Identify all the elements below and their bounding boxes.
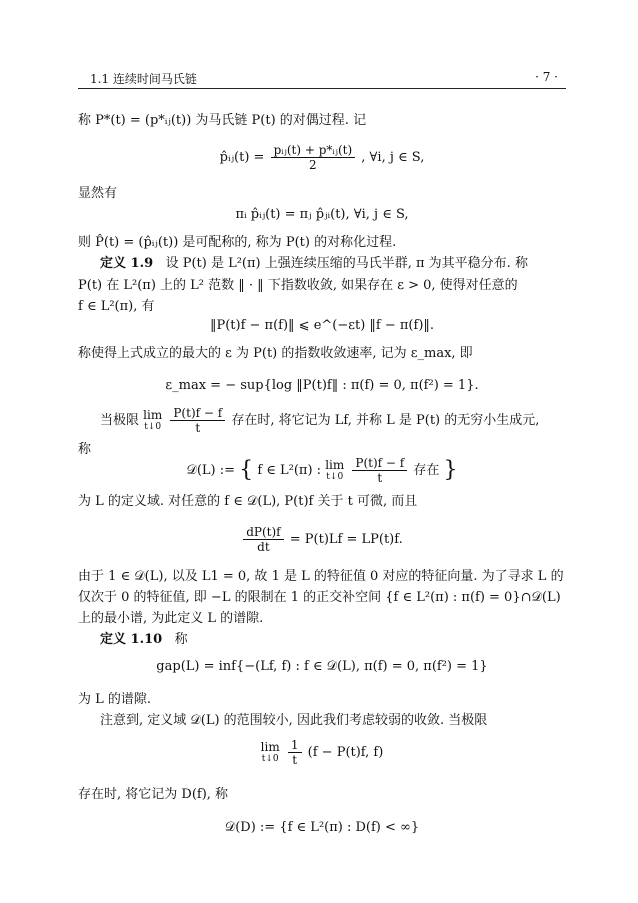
equation-epsilon-max: ε_max = − sup{log ‖P(t)f‖ : π(f) = 0, π(f²) = 1}. [165, 378, 479, 393]
definition-1-9-line-1 [78, 256, 588, 272]
text-line-spectrum: 上的最小谱, 为此定义 L 的谱隙. [78, 611, 264, 626]
eq8-rhs: (f − P(t)f, f) [307, 745, 384, 760]
eq1-numerator: pᵢⱼ(t) + p*ᵢⱼ(t) [273, 143, 353, 157]
definition-1-9-line-3: f ∈ L²(π), 有 [78, 299, 155, 314]
definition-1-10-label: 定义 1.10 [100, 632, 163, 647]
limit-word: lim [143, 408, 163, 422]
eq6-denominator: dt [243, 539, 283, 554]
eq6-numerator: dP(t)f [246, 525, 281, 539]
eq5-lhs: 𝒟(L) := [186, 463, 236, 478]
text-line-obviously: 显然有 [78, 186, 118, 201]
text-line-generator [78, 406, 588, 435]
eq1-lhs: p̂ᵢⱼ(t) = [219, 150, 265, 165]
eq8-numerator: 1 [290, 738, 299, 752]
header-section-title: 1.1 连续时间马氏链 [90, 72, 197, 86]
equation-spectral-gap: gap(L) = inf{−(Lf, f) : f ∈ 𝒟(L), π(f) = 0, π(f²) = 1} [156, 659, 488, 674]
equation-reversibility: πᵢ p̂ᵢⱼ(t) = πⱼ p̂ⱼᵢ(t), ∀i, j ∈ S, [235, 207, 409, 222]
definition-1-10-text: 称 [174, 632, 188, 647]
definition-1-9-line-2: P(t) 在 L²(π) 上的 L² 范数 ‖ · ‖ 下指数收敛, 如果存在 ε > 0, 使得对任意的 [78, 278, 518, 293]
eq5-limit-operator [325, 459, 344, 482]
definition-1-9-label: 定义 1.9 [100, 256, 154, 271]
eq8-limit-subscript: t↓0 [261, 754, 279, 764]
eq8-limit-word: lim [260, 740, 280, 754]
eq5-fraction [352, 456, 407, 485]
text-line-spectral-gap: 为 L 的谱隙. [78, 692, 152, 707]
text-line-domain: 为 L 的定义域. 对任意的 f ∈ 𝒟(L), P(t)f 关于 t 可微, 而且 [78, 494, 418, 509]
eq1-rhs: , ∀i, j ∈ S, [361, 150, 425, 165]
text-line-dirichlet-form: 存在时, 将它记为 D(f), 称 [78, 787, 229, 802]
right-brace: } [443, 457, 458, 483]
definition-1-10 [78, 632, 588, 648]
equation-derivative [78, 525, 566, 554]
header-page-number: · 7 · [535, 70, 558, 84]
equation-dirichlet-limit [78, 738, 566, 767]
text-line-dual-process: 称 P*(t) = (p*ᵢⱼ(t)) 为马氏链 P(t) 的对偶过程. 记 [78, 113, 367, 128]
eq5-limit-subscript: t↓0 [326, 472, 344, 482]
definition-1-9-text-1: 设 P(t) 是 L²(π) 上强连续压缩的马氏半群, π 为其平稳分布. 称 [165, 256, 528, 271]
eq8-limit-operator [261, 741, 280, 764]
eq5-set: f ∈ L²(π) : [257, 463, 322, 478]
generator-numerator: P(t)f − f [173, 406, 223, 420]
eq8-fraction [288, 738, 302, 767]
eq5-limit-word: lim [325, 458, 345, 472]
eq5-denominator: t [352, 470, 407, 485]
text-line-eigenvector: 由于 1 ∈ 𝒟(L), 以及 L1 = 0, 故 1 是 L 的特征值 0 对应的特征向量. 为了寻求 L 的 [78, 569, 564, 584]
eq8-denominator: t [288, 752, 302, 767]
left-brace: { [239, 457, 254, 483]
text-line-cheng: 称 [78, 442, 92, 457]
eq6-rhs: = P(t)Lf = LP(t)f. [289, 532, 403, 547]
generator-text-a: 当极限 [100, 413, 140, 428]
eq1-fraction [271, 143, 356, 172]
eq6-fraction [243, 525, 283, 554]
text-line-eigenvalue: 仅次于 0 的特征值, 即 −L 的限制在 1 的正交补空间 {f ∈ L²(π) : π(f) = 0}∩𝒟(L) [78, 590, 561, 605]
eq1-denominator: 2 [271, 157, 356, 172]
equation-domain-l [78, 456, 566, 485]
equation-domain-d: 𝒟(D) := {f ∈ L²(π) : D(f) < ∞} [224, 820, 420, 835]
eq5-exists: 存在 [413, 463, 440, 478]
text-line-symmetrized-process: 则 P̂(t) = (p̂ᵢⱼ(t)) 是可配称的, 称为 P(t) 的对称化过程. [78, 235, 397, 250]
text-line-weak-convergence: 注意到, 定义域 𝒟(L) 的范围较小, 因此我们考虑较弱的收敛. 当极限 [100, 713, 488, 728]
equation-symmetrized-kernel [78, 143, 566, 172]
equation-exponential-convergence: ‖P(t)f − π(f)‖ ⩽ e^(−εt) ‖f − π(f)‖. [209, 318, 435, 333]
limit-subscript: t↓0 [144, 422, 162, 432]
header-rule [78, 88, 566, 89]
text-line-convergence-rate: 称使得上式成立的最大的 ε 为 P(t) 的指数收敛速率, 记为 ε_max, 即 [78, 346, 473, 361]
eq5-numerator: P(t)f − f [355, 456, 405, 470]
generator-fraction [170, 406, 225, 435]
generator-text-b: 存在时, 将它记为 Lf, 并称 L 是 P(t) 的无穷小生成元, [231, 413, 540, 428]
running-header [78, 66, 560, 88]
limit-operator [143, 409, 162, 432]
generator-denominator: t [170, 420, 225, 435]
